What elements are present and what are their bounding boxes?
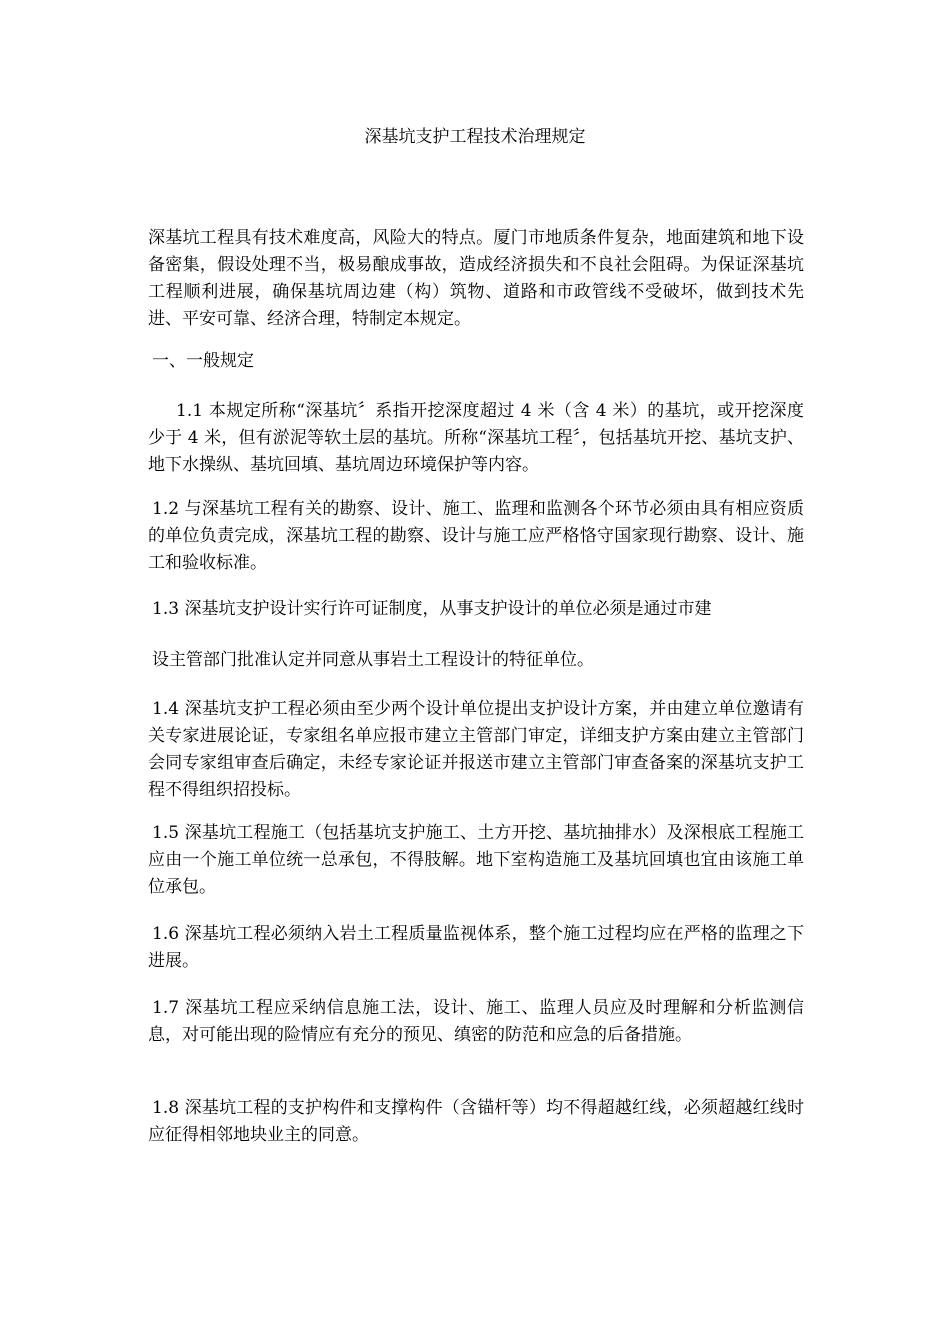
clause-1-3-continued: 设主管部门批准认定并同意从事岩土工程设计的特征单位。	[152, 650, 594, 670]
clause-1-7: 1.7 深基坑工程应采纳信息施工法，设计、施工、监理人员应及时理解和分析监测信息，对可能出现的险情应有充分的预见、缜密的防范和应急的后备措施。	[148, 998, 804, 1045]
clause-1-8: 1.8 深基坑工程的支护构件和支撑构件（含锚杆等）均不得超越红线，必须超越红线时应征得相邻地块业主的同意。	[148, 1098, 804, 1145]
document-title: 深基坑支护工程技术治理规定	[364, 127, 586, 147]
clause-1-5: 1.5 深基坑工程施工（包括基坑支护施工、土方开挖、基坑抽排水）及深根底工程施工应由一个施工单位统一总承包，不得肢解。地下室构造施工及基坑回填也宜由该施工单位承包。	[148, 823, 804, 897]
clause-1-1: 1.1 本规定所称“深基坑〞系指开挖深度超过 4 米（含 4 米）的基坑，或开挖深度少于 4 米，但有淤泥等软土层的基坑。所称“深基坑工程〞，包括基坑开挖、基坑支护、地下水操纵、基坑回填、基坑周边环境保护等内容。	[148, 401, 804, 475]
intro-paragraph: 深基坑工程具有技术难度高，风险大的特点。厦门市地质条件复杂，地面建筑和地下设备密集，假设处理不当，极易酿成事故，造成经济损失和不良社会阻碍。为保证深基坑工程顺利进展，确保基坑周边建（构）筑物、道路和市政管线不受破坏，做到技术先进、平安可靠、经济合理，特制定本规定。	[148, 228, 804, 329]
clause-1-4: 1.4 深基坑支护工程必须由至少两个设计单位提出支护设计方案，并由建立单位邀请有关专家进展论证，专家组名单应报市建立主管部门审定，详细支护方案由建立主管部门会同专家组审查后确定，未经专家论证并报送市建立主管部门审查备案的深基坑支护工程不得组织招投标。	[148, 699, 804, 800]
clause-1-3: 1.3 深基坑支护设计实行许可证制度，从事支护设计的单位必须是通过市建	[152, 599, 712, 619]
clause-1-2: 1.2 与深基坑工程有关的勘察、设计、施工、监理和监测各个环节必须由具有相应资质的单位负责完成，深基坑工程的勘察、设计与施工应严格恪守国家现行勘察、设计、施工和验收标准。	[148, 499, 804, 573]
clause-1-6: 1.6 深基坑工程必须纳入岩土工程质量监视体系，整个施工过程均应在严格的监理之下进展。	[148, 924, 804, 971]
section-heading: 一、一般规定	[152, 351, 254, 371]
